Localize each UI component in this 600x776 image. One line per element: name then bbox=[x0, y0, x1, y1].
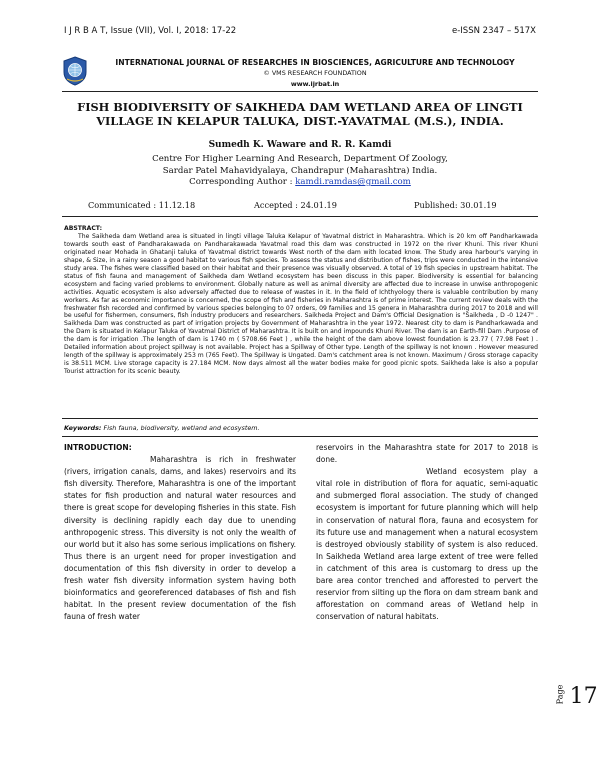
abstract bbox=[64, 225, 538, 376]
intro-paragraph-1-continued: reservoirs in the Maharashtra state for 2017 to 2018 is done. bbox=[316, 443, 538, 465]
keywords-text: Fish fauna, biodiversity, wetland and ecosystem. bbox=[103, 424, 260, 432]
abstract-bottom-divider bbox=[62, 418, 538, 419]
body-column-left bbox=[64, 442, 296, 623]
journal-logo bbox=[62, 56, 88, 86]
date-communicated: Communicated : 11.12.18 bbox=[88, 200, 196, 210]
abstract-label: ABSTRACT: bbox=[64, 225, 103, 232]
page-label: Page bbox=[555, 684, 565, 705]
intro-paragraph-1: Maharashtra is rich in freshwater (rivers, irrigation canals, dams, and lakes) reservoirs and its fish diversity. Therefore, Maharashtra is one of the important states for fish production and natural water resources and there is great scope for developing fisheries in this state. Fish diversity is declining rapidly each day due to unending anthropogenic stress. This diversity is not only the wealth of our world but it also has some serious implications on fishery. Thus there is an urgent need for proper investigation and documentation of this fish diversity in order to develop a fresh water fish diversity information system having both bioinformatics and georeferenced databases of fish and fish habitat. In the present review documentation of the fish fauna of fresh water bbox=[64, 455, 296, 622]
page-number bbox=[550, 684, 598, 709]
keywords bbox=[64, 424, 538, 432]
date-accepted: Accepted : 24.01.19 bbox=[254, 200, 337, 210]
corresponding-email-link[interactable]: kamdi.ramdas@gmail.com bbox=[295, 177, 411, 187]
journal-citation: I J R B A T, Issue (VII), Vol. I, 2018: 17-22 bbox=[64, 26, 237, 36]
article-title: FISH BIODIVERSITY OF SAIKHEDA DAM WETLAND AREA OF LINGTI VILLAGE IN KELAPUR TALUKA, DIST.-YAVATMAL (M.S.), INDIA. bbox=[77, 100, 523, 128]
intro-heading: INTRODUCTION: bbox=[64, 443, 132, 452]
affiliation-line-2: Sardar Patel Mahavidyalaya, Chandrapur (Maharashtra) India. bbox=[162, 165, 438, 176]
issn: e-ISSN 2347 – 517X bbox=[452, 26, 536, 36]
keywords-label: Keywords: bbox=[64, 424, 102, 432]
abstract-top-divider bbox=[62, 216, 538, 217]
header-divider bbox=[62, 91, 538, 92]
article-authors: Sumedh K. Waware and R. R. Kamdi bbox=[208, 140, 392, 150]
abstract-text: The Saikheda dam Wetland area is situated in lingti village Taluka Kelapur of Yavatmal district in Maharashtra. Which is 20 km off Pandharkawada towards south east of Pandharakawada on Pandharakawada Yavatmal road this dam was constructed in 1972 on the river Khuni. This river Khuni originated near Mohada in Ghatanji taluka of Yavatmal district towards West north of the dam with located know. The Study area harbour's varying in shape, & Size, in a rainy season a good habitat to various fish species. To assess the status and distribution of fishes, trips were conducted in the intensive study area. The fishes were classified based on their habitat and their presence was visually observed. A total of 19 fish species in upstream habitat. The status of fish fauna and management of Saikheda dam Wetland ecosystem has been discuss in this paper. Biodiversity is essential for balancing ecosystem and facing varied problems to environment. Globally nature as well as animal diversity are affected due to increase in unwise anthropogenic activities. Aquatic ecosystem is also adversely affected due to release of wastes in it. In the field of Ichthyology there is valuable contribution by many workers. As far as economic importance is concerned, the scope of fish and fisheries in Maharashtra is of prime interest. The current review deals with the freshwater fish recorded and confirmed by various species belonging to 07 orders, 09 families and 15 genera in Maharashtra during 2017 to 2018 and will be useful for fishermen, consumers, fish industry producers and researchers. Saikheda Project and Dam's Official Designation is "Saikheda , D -0 1247" . Saikheda Dam was constructed as part of irrigation projects by Government of Maharashtra in the year 1972. Nearest city to dam is Pandharkawada and the Dam is situated in Kelapur Taluka of Yavatmal District of Maharashtra. It is built on and impounds Khuni River. The dam is an Earth-fill Dam .Purpose of the dam is for irrigation .The length of dam is 1740 m ( 5708.66 Feet ) , while the height of the dam above lowest foundation is 23.77 ( 77.98 Feet ) . Detailed information about project spillway is not available. Project has a Spillway of Other type. Length of the spillway is not known . However measured length of the spillway is approximately 253 m (765 Feet). The Spillway is Ungated. Dam's catchment area is not known. Maximum / Gross storage capacity is 38.511 MCM. Live storage capacity is 27.184 MCM. Now days almost all the water bodies make for good picnic spots. Saikheda lake is also a popular Tourist attraction for its scenic beauty. bbox=[64, 232, 538, 376]
foundation: © VMS RESEARCH FOUNDATION bbox=[263, 69, 367, 77]
corresponding-author bbox=[64, 177, 536, 189]
affiliation-line-1: Centre For Higher Learning And Research, Department Of Zoology, bbox=[152, 154, 448, 164]
intro-paragraph-2: Wetland ecosystem play a vital role in distribution of flora for aquatic, semi-aquatic and submerged floral association. The study of changed ecosystem is important for future planning which will help in conservation of natural flora, fauna and ecosystem for its future use and management when a natural ecosystem is destroyed obviously stability of system is also reduced. In Saikheda Wetland area large extent of tree were felled in catchment of this area is customarg to dress up the bare area contor trenched and afforested to pervert the reservior from silting up the flora on dam stream bank and afforestation on command areas of Wetland help in conservation of natural habitats. bbox=[316, 467, 538, 622]
date-published: Published: 30.01.19 bbox=[414, 200, 497, 210]
page-number-value: 17 bbox=[569, 684, 598, 709]
body-column-right bbox=[316, 442, 538, 623]
journal-url[interactable]: www.ijrbat.in bbox=[290, 80, 340, 88]
keywords-divider bbox=[62, 436, 538, 437]
affiliation bbox=[64, 154, 536, 189]
corresponding-label: Corresponding Author : bbox=[189, 177, 293, 187]
journal-name: INTERNATIONAL JOURNAL OF RESEARCHES IN BIOSCIENCES, AGRICULTURE AND TECHNOLOGY bbox=[115, 58, 515, 67]
